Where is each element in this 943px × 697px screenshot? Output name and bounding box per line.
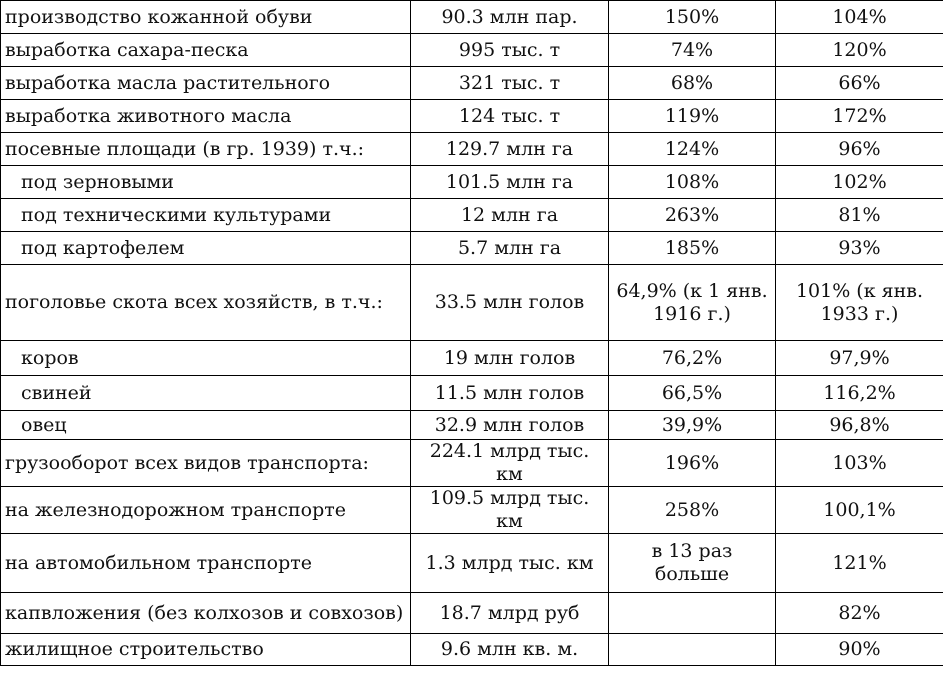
row-percent-1 <box>609 593 776 634</box>
table-row <box>1 411 943 440</box>
row-percent-1: 108% <box>609 166 776 199</box>
row-percent-1: 66,5% <box>609 376 776 411</box>
row-percent-1: 119% <box>609 100 776 133</box>
row-name: жилищное строительство <box>1 634 411 666</box>
row-name: капвложения (без колхозов и совхозов) <box>1 593 411 634</box>
row-percent-1: 64,9% (к 1 янв. 1916 г.) <box>609 265 776 341</box>
table-row <box>1 199 943 232</box>
row-percent-1: 258% <box>609 487 776 534</box>
row-percent-1: 68% <box>609 67 776 100</box>
table-row <box>1 376 943 411</box>
row-value: 109.5 млрд тыс. км <box>411 487 609 534</box>
row-percent-1: 196% <box>609 440 776 487</box>
row-percent-2: 116,2% <box>776 376 943 411</box>
row-value: 18.7 млрд руб <box>411 593 609 634</box>
row-name: выработка масла растительного <box>1 67 411 100</box>
row-percent-1: 150% <box>609 1 776 34</box>
row-value: 12 млн га <box>411 199 609 232</box>
row-percent-2: 90% <box>776 634 943 666</box>
table-row <box>1 341 943 376</box>
row-value: 90.3 млн пар. <box>411 1 609 34</box>
table-row <box>1 593 943 634</box>
table-row <box>1 487 943 534</box>
row-name: выработка животного масла <box>1 100 411 133</box>
table-row <box>1 440 943 487</box>
row-percent-1: 74% <box>609 34 776 67</box>
row-name: поголовье скота всех хозяйств, в т.ч.: <box>1 265 411 341</box>
row-name: овец <box>1 411 411 440</box>
table-row <box>1 166 943 199</box>
row-percent-2: 103% <box>776 440 943 487</box>
row-percent-2: 104% <box>776 1 943 34</box>
row-value: 11.5 млн голов <box>411 376 609 411</box>
row-percent-1: 124% <box>609 133 776 166</box>
row-name: под техническими культурами <box>1 199 411 232</box>
row-name: на железнодорожном транспорте <box>1 487 411 534</box>
row-value: 995 тыс. т <box>411 34 609 67</box>
row-value: 5.7 млн га <box>411 232 609 265</box>
row-name: под картофелем <box>1 232 411 265</box>
row-percent-2: 81% <box>776 199 943 232</box>
row-percent-2: 82% <box>776 593 943 634</box>
row-percent-2: 172% <box>776 100 943 133</box>
table-row <box>1 265 943 341</box>
row-percent-2: 96% <box>776 133 943 166</box>
row-percent-1: 185% <box>609 232 776 265</box>
row-percent-1: в 13 раз больше <box>609 534 776 593</box>
row-value: 19 млн голов <box>411 341 609 376</box>
row-name: выработка сахара-песка <box>1 34 411 67</box>
table-row <box>1 133 943 166</box>
table-row <box>1 634 943 666</box>
row-percent-2: 102% <box>776 166 943 199</box>
row-percent-1: 263% <box>609 199 776 232</box>
row-percent-2: 120% <box>776 34 943 67</box>
row-percent-2: 100,1% <box>776 487 943 534</box>
row-name: под зерновыми <box>1 166 411 199</box>
row-value: 9.6 млн кв. м. <box>411 634 609 666</box>
row-value: 33.5 млн голов <box>411 265 609 341</box>
row-percent-2: 96,8% <box>776 411 943 440</box>
row-value: 101.5 млн га <box>411 166 609 199</box>
table-row <box>1 34 943 67</box>
row-percent-1 <box>609 634 776 666</box>
row-percent-2: 93% <box>776 232 943 265</box>
row-value: 224.1 млрд тыс. км <box>411 440 609 487</box>
table-row <box>1 534 943 593</box>
row-percent-2: 66% <box>776 67 943 100</box>
row-percent-2: 121% <box>776 534 943 593</box>
row-value: 1.3 млрд тыс. км <box>411 534 609 593</box>
table-row <box>1 100 943 133</box>
row-value: 321 тыс. т <box>411 67 609 100</box>
table-row <box>1 67 943 100</box>
table-row <box>1 1 943 34</box>
table-row <box>1 232 943 265</box>
row-value: 129.7 млн га <box>411 133 609 166</box>
row-percent-1: 76,2% <box>609 341 776 376</box>
row-name: посевные площади (в гр. 1939) т.ч.: <box>1 133 411 166</box>
row-value: 124 тыс. т <box>411 100 609 133</box>
row-percent-2: 101% (к янв. 1933 г.) <box>776 265 943 341</box>
row-percent-2: 97,9% <box>776 341 943 376</box>
row-name: грузооборот всех видов транспорта: <box>1 440 411 487</box>
row-name: коров <box>1 341 411 376</box>
row-name: свиней <box>1 376 411 411</box>
row-value: 32.9 млн голов <box>411 411 609 440</box>
row-percent-1: 39,9% <box>609 411 776 440</box>
row-name: на автомобильном транспорте <box>1 534 411 593</box>
row-name: производство кожанной обуви <box>1 1 411 34</box>
